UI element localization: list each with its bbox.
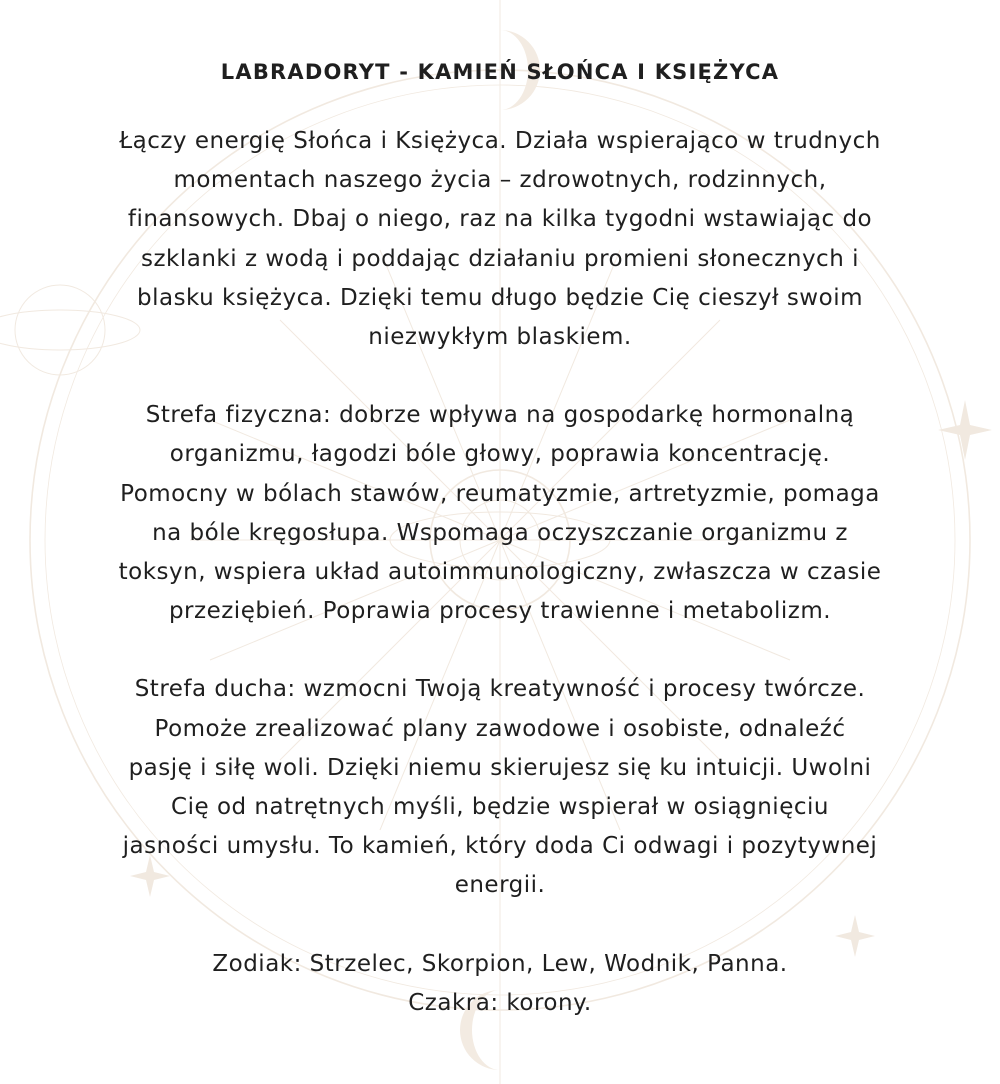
paragraph-line: blasku księżyca. Dzięki temu długo będzie Cię cieszył swoim (136, 284, 863, 311)
paragraph-line: momentach naszego życia – zdrowotnych, rodzinnych, (173, 167, 827, 194)
intro-paragraph (20, 122, 980, 357)
document-body (20, 52, 980, 1023)
paragraph-line: Cię od natrętnych myśli, będzie wspierał w osiągnięciu (171, 794, 829, 821)
paragraph-line: Pomocny w bólach stawów, reumatyzmie, artretyzmie, pomaga (120, 480, 880, 507)
page-title: LABRADORYT - KAMIEŃ SŁOŃCA I KSIĘŻYCA (220, 60, 780, 84)
paragraph-line: na bóle kręgosłupa. Wspomaga oczyszczanie organizmu z (152, 519, 848, 546)
paragraph-line: energii. (454, 872, 546, 899)
paragraph-line: Łączy energię Słońca i Księżyca. Działa wspierająco w trudnych (119, 128, 881, 154)
spirit-sphere-paragraph (20, 670, 980, 905)
paragraph-line: finansowych. Dbaj o niego, raz na kilka tygodni wstawiając do (127, 206, 873, 233)
paragraph-line: Strefa fizyczna: dobrze wpływa na gospodarkę hormonalną (145, 402, 855, 429)
paragraph-line: jasności umysłu. To kamień, który doda Ci odwagi i pozytywnej (122, 833, 878, 860)
paragraph-line: niezwykłym blaskiem. (368, 324, 632, 351)
paragraph-line: przeziębień. Poprawia procesy trawienne i metabolizm. (168, 598, 832, 625)
zodiac-line: Zodiak: Strzelec, Skorpion, Lew, Wodnik, Panna. (212, 950, 788, 977)
paragraph-line: Strefa ducha: wzmocni Twoją kreatywność i procesy twórcze. (134, 676, 866, 703)
physical-sphere-paragraph (20, 396, 980, 631)
paragraph-line: pasję i siłę woli. Dzięki niemu skierujesz się ku intuicji. Uwolni (128, 754, 872, 781)
paragraph-line: Pomoże zrealizować plany zawodowe i osobiste, odnaleźć (154, 715, 846, 742)
chakra-line: Czakra: korony. (408, 989, 592, 1016)
paragraph-line: szklanki z wodą i poddając działaniu promieni słonecznych i (141, 245, 859, 272)
paragraph-line: organizmu, łagodzi bóle głowy, poprawia koncentrację. (169, 441, 831, 468)
paragraph-line: toksyn, wspiera układ autoimmunologiczny, zwłaszcza w czasie (118, 559, 882, 586)
summary-block (20, 945, 980, 1023)
